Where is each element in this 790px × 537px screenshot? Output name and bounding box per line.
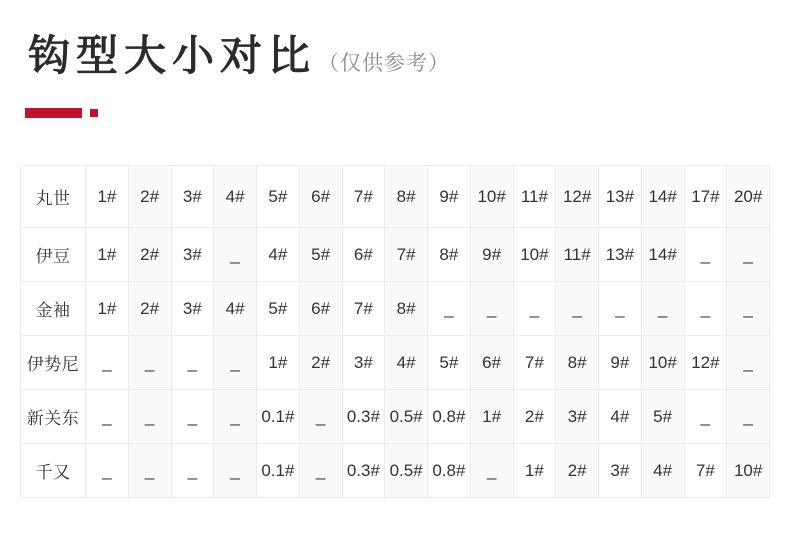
size-cell: _ [428,282,471,336]
size-cell: _ [470,282,513,336]
hook-size-table-wrap [20,165,770,498]
size-cell: 11# [556,228,599,282]
hook-size-table [20,165,770,498]
size-cell: 6# [299,282,342,336]
size-cell: 0.3# [342,390,385,444]
page-subtitle: （仅供参考） [318,52,451,75]
size-cell: 0.8# [428,390,471,444]
size-cell: 7# [342,282,385,336]
size-cell: 7# [513,336,556,390]
size-cell: 10# [470,166,513,228]
size-cell: _ [470,444,513,498]
size-cell: 20# [727,166,770,228]
table-row-qianyou [21,444,770,498]
row-label-jinxiu: 金袖 [21,282,86,336]
size-cell: 2# [556,444,599,498]
size-cell: 0.5# [385,390,428,444]
size-cell: 5# [299,228,342,282]
size-cell: 14# [641,228,684,282]
size-cell: _ [556,282,599,336]
size-cell: 3# [556,390,599,444]
size-cell: 13# [599,166,642,228]
size-cell: 7# [684,444,727,498]
size-cell: _ [171,390,214,444]
size-cell: _ [128,444,171,498]
size-cell: 1# [470,390,513,444]
size-cell: 3# [171,282,214,336]
page-title: 钩型大小对比 [28,32,317,79]
size-cell: 4# [385,336,428,390]
size-cell: 1# [86,228,129,282]
size-cell: 2# [299,336,342,390]
size-cell: 10# [641,336,684,390]
size-cell: 5# [428,336,471,390]
size-cell: _ [684,228,727,282]
size-cell: 5# [641,390,684,444]
size-cell: 4# [214,166,257,228]
size-cell: 0.3# [342,444,385,498]
size-cell: 2# [128,166,171,228]
size-cell: _ [684,390,727,444]
size-cell: _ [727,228,770,282]
size-cell: 2# [128,228,171,282]
size-cell: 13# [599,228,642,282]
row-label-yidou: 伊豆 [21,228,86,282]
size-cell: _ [513,282,556,336]
size-cell: _ [727,336,770,390]
size-cell: _ [214,444,257,498]
size-cell: 10# [513,228,556,282]
size-cell: 3# [599,444,642,498]
size-cell: 0.1# [257,444,300,498]
size-cell: _ [299,390,342,444]
size-cell: 3# [171,166,214,228]
size-cell: _ [128,390,171,444]
size-cell: 1# [86,282,129,336]
table-row-yishini [21,336,770,390]
size-cell: 5# [257,282,300,336]
size-cell: _ [128,336,171,390]
table-row-xinguandong [21,390,770,444]
size-cell: 7# [342,166,385,228]
size-cell: 3# [342,336,385,390]
row-label-yishini: 伊势尼 [21,336,86,390]
size-cell: 17# [684,166,727,228]
size-cell: 1# [257,336,300,390]
title-underline-dot [90,109,98,117]
size-cell: 1# [86,166,129,228]
table-row-wanshi [21,166,770,228]
size-cell: 9# [428,166,471,228]
size-cell: _ [727,282,770,336]
page-header [0,0,790,82]
table-row-yidou [21,228,770,282]
size-cell: 12# [684,336,727,390]
title-underline-bar [25,108,82,118]
size-cell: 5# [257,166,300,228]
size-cell: 11# [513,166,556,228]
size-cell: _ [299,444,342,498]
size-cell: 8# [385,282,428,336]
table-row-jinxiu [21,282,770,336]
size-cell: 7# [385,228,428,282]
size-cell: 4# [214,282,257,336]
size-cell: 4# [599,390,642,444]
size-cell: 0.5# [385,444,428,498]
size-cell: 2# [128,282,171,336]
size-cell: 3# [171,228,214,282]
size-cell: _ [599,282,642,336]
size-cell: _ [214,336,257,390]
table-body [21,166,770,498]
size-cell: _ [86,444,129,498]
size-cell: 14# [641,166,684,228]
size-cell: 9# [470,228,513,282]
size-cell: _ [727,390,770,444]
size-cell: 1# [513,444,556,498]
row-label-qianyou: 千又 [21,444,86,498]
size-cell: 6# [342,228,385,282]
size-cell: 4# [257,228,300,282]
size-cell: 0.8# [428,444,471,498]
row-label-wanshi: 丸世 [21,166,86,228]
size-cell: 8# [556,336,599,390]
title-underline [25,108,790,118]
size-cell: 4# [641,444,684,498]
size-cell: 0.1# [257,390,300,444]
size-cell: 6# [470,336,513,390]
size-cell: 8# [385,166,428,228]
size-cell: _ [214,390,257,444]
size-cell: _ [171,444,214,498]
size-cell: 12# [556,166,599,228]
size-cell: 9# [599,336,642,390]
size-cell: _ [214,228,257,282]
size-cell: _ [641,282,684,336]
size-cell: _ [86,336,129,390]
size-cell: 8# [428,228,471,282]
size-cell: _ [684,282,727,336]
size-cell: _ [171,336,214,390]
row-label-xinguandong: 新关东 [21,390,86,444]
size-cell: 2# [513,390,556,444]
size-cell: _ [86,390,129,444]
size-cell: 6# [299,166,342,228]
size-cell: 10# [727,444,770,498]
